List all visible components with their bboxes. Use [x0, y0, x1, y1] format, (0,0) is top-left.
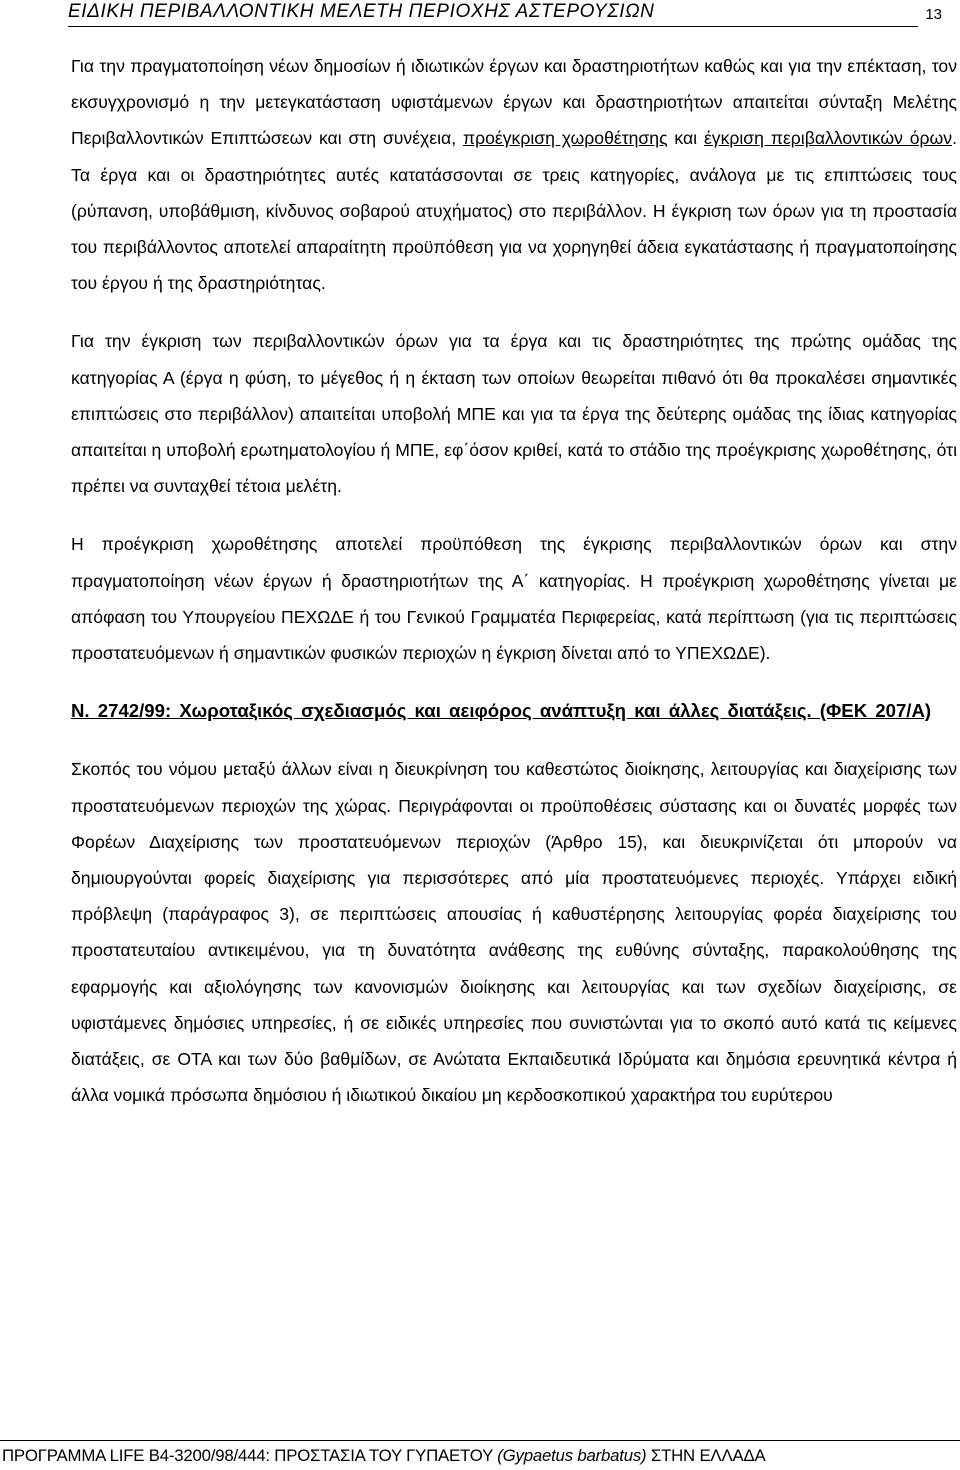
paragraph-gap	[71, 301, 957, 323]
paragraph-2: Για την έγκριση των περιβαλλοντικών όρων για τα έργα και τις δραστηριότητες της πρώτης ομάδας της κατηγορίας Α (έργα η φύση, το μέγεθος ή η έκταση των οποίων θεωρείται πιθανό ότι θα προκαλέσει σημαντικές επιπτώσεις στο περιβάλλον) απαιτείται υποβολή ΜΠΕ και για τα έργα της δεύτερης ομάδας της ίδιας κατηγορίας απαιτείται η υποβολή ερωτηματολογίου ή ΜΠΕ, εφ΄όσον κριθεί, κατά το στάδιο της προέγκρισης χωροθέτησης, ότι πρέπει να συνταχθεί τέτοια μελέτη.	[71, 331, 957, 497]
link-environmental-terms-approval[interactable]: έγκριση περιβαλλοντικών όρων	[703, 128, 953, 149]
document-title: ΕΙΔΙΚΗ ΠΕΡΙΒΑΛΛΟΝΤΙΚΗ ΜΕΛΕΤΗ ΠΕΡΙΟΧΗΣ ΑΣΤΕΡΟΥΣΙΩΝ	[68, 1, 655, 22]
paragraph-1	[71, 48, 957, 301]
paragraph-1-text-a: Για την πραγματοποίηση νέων δημοσίων ή ιδιωτικών έργων και δραστηριοτήτων καθώς και για την επέκταση, τον εκσυγχρονισμό η την μετεγκατάσταση υφιστάμενων έργων και δραστηριοτήτων απαιτείται σύνταξη Μελέτης Περιβαλλοντικών Επιπτώσεων και στη συνέχεια,	[71, 56, 957, 149]
law-heading: Ν. 2742/99: Χωροταξικός σχεδιασμός και αειφόρος ανάπτυξη και άλλες διατάξεις. (ΦΕΚ 207/Α)	[71, 700, 932, 722]
footer-divider	[0, 1440, 960, 1441]
page-number: 13	[925, 6, 942, 23]
document-body	[71, 48, 957, 1113]
link-site-pre-approval[interactable]: προέγκριση χωροθέτησης	[462, 128, 668, 149]
paragraph-gap	[71, 504, 957, 526]
paragraph-gap	[71, 671, 957, 693]
page-footer	[0, 1440, 960, 1470]
footer-species: (Gypaetus barbatus)	[497, 1446, 647, 1465]
footer-country: ΣΤΗΝ ΕΛΛΑΔΑ	[646, 1446, 766, 1465]
paragraph-3: Η προέγκριση χωροθέτησης αποτελεί προϋπόθεση της έγκρισης περιβαλλοντικών όρων και στην πραγματοποίηση νέων έργων ή δραστηριοτήτων της Α΄ κατηγορίας. Η προέγκριση χωροθέτησης γίνεται με απόφαση του Υπουργείου ΠΕΧΩΔΕ ή του Γενικού Γραμματέα Περιφερείας, κατά περίπτωση (για τις περιπτώσεις προστατευόμενων ή σημαντικών φυσικών περιοχών η έγκριση δίνεται από το ΥΠΕΧΩΔΕ).	[71, 534, 957, 664]
paragraph-1-text-b: και	[667, 128, 704, 149]
paragraph-gap	[71, 729, 957, 751]
paragraph-4: Σκοπός του νόμου μεταξύ άλλων είναι η διευκρίνηση του καθεστώτος διοίκησης, λειτουργίας και διαχείρισης των προστατευόμενων περιοχών της χώρας. Περιγράφονται οι προϋποθέσεις σύστασης και οι δυνατές μορφές των Φορέων Διαχείρισης των προστατευόμενων περιοχών (Άρθρο 15), και διευκρινίζεται ότι μπορούν να δημιουργούνται φορείς διαχείρισης για περισσότερες από μία προστατευόμενες περιοχές. Υπάρχει ειδική πρόβλεψη (παράγραφος 3), σε περιπτώσεις απουσίας ή καθυστέρησης λειτουργίας φορέα διαχείρισης του προστατευταίου αντικειμένου, για τη δυνατότητα ανάθεσης της ευθύνης σύνταξης, παρακολούθησης της εφαρμογής και αξιολόγησης των κανονισμών διοίκησης και λειτουργίας και των σχεδίων διαχείρισης, σε υφιστάμενες δημόσιες υπηρεσίες, ή σε ειδικές υπηρεσίες που συνιστώνται για το σκοπό αυτό κατά τις κείμενες διατάξεις, σε ΟΤΑ και των δύο βαθμίδων, σε Ανώτατα Εκπαιδευτικά Ιδρύματα και δημόσια ερευνητικά κέντρα ή άλλα νομικά πρόσωπα δημόσιου ή ιδιωτικού δικαίου μη κερδοσκοπικού χαρακτήρα του ευρύτερου	[71, 759, 957, 1106]
paragraph-1-text-c: . Τα έργα και οι δραστηριότητες αυτές κατατάσσονται σε τρεις κατηγορίες, ανάλογα με τις επιπτώσεις τους (ρύπανση, υποβάθμιση, κίνδυνος σοβαρού ατυχήματος) στο περιβάλλον. Η έγκριση των όρων για τη προστασία του περιβάλλοντος αποτελεί απαραίτητη προϋπόθεση για να χορηγηθεί άδεια εγκατάστασης ή πραγματοποίησης του έργου ή της δραστηριότητας.	[71, 128, 957, 294]
page-header	[68, 0, 942, 27]
footer-program: ΠΡΟΓΡΑΜΜΑ LIFE B4-3200/98/444: ΠΡΟΣΤΑΣΙΑ ΤΟΥ ΓΥΠΑΕΤΟΥ	[2, 1446, 498, 1465]
footer-text	[2, 1445, 765, 1467]
